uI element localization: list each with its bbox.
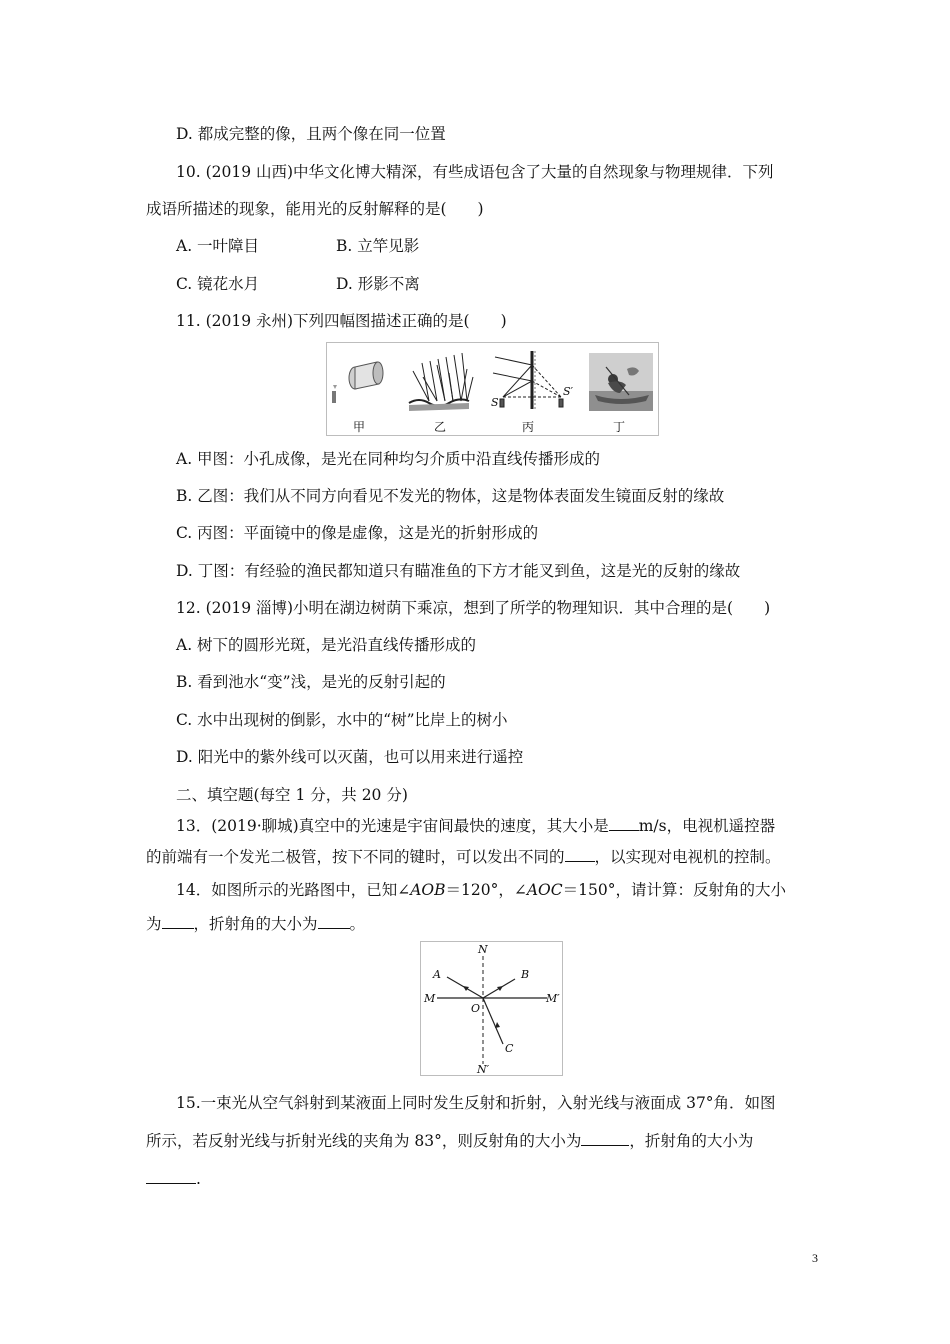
q13-line2-end: ，以实现对电视机的控制。 bbox=[594, 848, 781, 866]
q13-blank-2[interactable] bbox=[565, 846, 595, 862]
q10-stem-line1: 10. (2019 山西)中华文化博大精深，有些成语包含了大量的自然现象与物理规律．下列 bbox=[176, 163, 774, 181]
q13-line1-text: 13．(2019·聊城)真空中的光速是宇宙间最快的速度，其大小是 bbox=[176, 817, 609, 835]
figure-label-yi: 乙 bbox=[434, 420, 447, 434]
q14-blank-1[interactable] bbox=[162, 913, 194, 929]
q15-line2-a: 所示，若反射光线与折射光线的夹角为 83°，则反射角的大小为 bbox=[146, 1132, 582, 1150]
q12-option-c: C. 水中出现树的倒影，水中的“树”比岸上的树小 bbox=[176, 711, 508, 729]
q10-options-row2 bbox=[176, 274, 420, 294]
q15-line1: 15.一束光从空气斜射到某液面上同时发生反射和折射，入射光线与液面成 37°角．如图 bbox=[176, 1094, 776, 1112]
figure-ding-fishing bbox=[589, 353, 653, 411]
q14-line1 bbox=[176, 880, 786, 900]
q13-line1-unit: m/s，电视机遥控器 bbox=[638, 817, 776, 835]
figure-label-jia: 甲 bbox=[353, 420, 366, 434]
figure-jia-pinhole bbox=[332, 362, 383, 403]
section-title: 二、填空题(每空 1 分，共 20 分) bbox=[176, 786, 408, 804]
q13-line2 bbox=[146, 846, 781, 867]
page-number: 3 bbox=[812, 1251, 818, 1265]
q14-line2-b: ，折射角的大小为 bbox=[193, 915, 318, 933]
q11-option-d: D. 丁图：有经验的渔民都知道只有瞄准鱼的下方才能叉到鱼，这是光的反射的缘故 bbox=[176, 562, 741, 580]
q14-angle-aob: AOB bbox=[410, 881, 446, 899]
label-b: B bbox=[521, 968, 530, 981]
q10-option-b: B. 立竿见影 bbox=[336, 237, 420, 255]
label-m: M bbox=[424, 992, 436, 1005]
q14-line2-a: 为 bbox=[146, 915, 162, 933]
figure-label-s-prime: S′ bbox=[563, 385, 574, 398]
q15-line3-end: . bbox=[196, 1170, 201, 1188]
q14-figure bbox=[420, 941, 563, 1076]
q13-line1 bbox=[176, 815, 775, 836]
q15-line2-b: ，折射角的大小为 bbox=[629, 1132, 754, 1150]
q14-line2-c: 。 bbox=[349, 915, 366, 933]
q12-stem: 12. (2019 淄博)小明在湖边树荫下乘凉，想到了所学的物理知识．其中合理的是( ) bbox=[176, 599, 771, 617]
q14-line1-c: ＝150°，请计算：反射角的大小 bbox=[562, 881, 786, 899]
q10-option-d: D. 形影不离 bbox=[336, 275, 420, 293]
q11-figure bbox=[326, 342, 659, 436]
figure-yi-diffuse bbox=[409, 353, 473, 411]
q12-option-d: D. 阳光中的紫外线可以灭菌，也可以用来进行遥控 bbox=[176, 748, 524, 766]
q11-figure-drawing bbox=[327, 343, 658, 435]
q14-light-path-diagram bbox=[421, 942, 562, 1075]
q14-blank-2[interactable] bbox=[318, 913, 350, 929]
label-n-prime: N′ bbox=[477, 1063, 490, 1075]
q11-stem: 11. (2019 永州)下列四幅图描述正确的是( ) bbox=[176, 312, 507, 330]
label-n: N bbox=[478, 943, 488, 956]
figure-label-ding: 丁 bbox=[613, 420, 626, 434]
label-a: A bbox=[433, 968, 441, 981]
q12-option-b: B. 看到池水“变”浅，是光的反射引起的 bbox=[176, 673, 446, 691]
q10-options-row1 bbox=[176, 236, 420, 256]
q10-stem-line2: 成语所描述的现象，能用光的反射解释的是( ) bbox=[146, 200, 484, 218]
q10-option-a: A. 一叶障目 bbox=[176, 237, 260, 255]
label-m-prime: M′ bbox=[546, 992, 560, 1005]
q15-line3 bbox=[146, 1168, 201, 1189]
figure-bing-mirror bbox=[493, 351, 563, 409]
q14-line1-b: ＝120°，∠ bbox=[445, 881, 527, 899]
q10-option-c: C. 镜花水月 bbox=[176, 275, 260, 293]
q11-option-a: A. 甲图：小孔成像，是光在同种均匀介质中沿直线传播形成的 bbox=[176, 450, 601, 468]
q9-option-d: D. 都成完整的像，且两个像在同一位置 bbox=[176, 125, 446, 143]
label-o: O bbox=[471, 1002, 481, 1015]
q15-line2 bbox=[146, 1130, 753, 1151]
q14-line1-a: 14．如图所示的光路图中，已知∠ bbox=[176, 881, 411, 899]
q13-line2-text: 的前端有一个发光二极管，按下不同的键时，可以发出不同的 bbox=[146, 848, 565, 866]
q12-option-a: A. 树下的圆形光斑，是光沿直线传播形成的 bbox=[176, 636, 477, 654]
figure-label-s: S bbox=[491, 396, 499, 409]
q11-option-b: B. 乙图：我们从不同方向看见不发光的物体，这是物体表面发生镜面反射的缘故 bbox=[176, 487, 725, 505]
figure-label-bing: 丙 bbox=[522, 420, 535, 434]
q15-blank-1[interactable] bbox=[581, 1130, 629, 1146]
label-c: C bbox=[505, 1042, 514, 1055]
q11-option-c: C. 丙图：平面镜中的像是虚像，这是光的折射形成的 bbox=[176, 524, 539, 542]
q14-line2 bbox=[146, 913, 365, 934]
q14-angle-aoc: AOC bbox=[526, 881, 563, 899]
q13-blank-1[interactable] bbox=[609, 815, 639, 831]
q15-blank-2[interactable] bbox=[146, 1168, 196, 1184]
